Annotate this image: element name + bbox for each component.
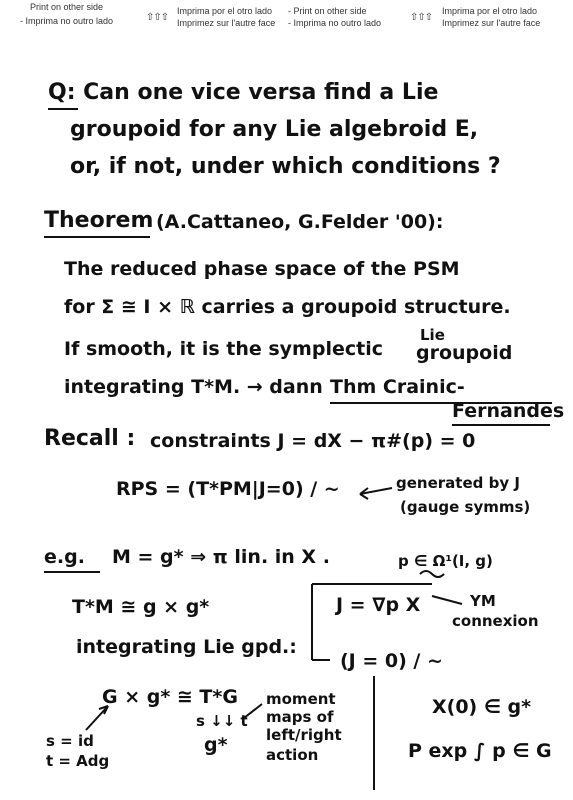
header-mid-2: Imprimez sur l'autre face: [177, 18, 276, 28]
example-connexion: connexion: [452, 612, 539, 630]
arrow-moment-icon: [244, 704, 262, 718]
header-mid2-1: - Print on other side: [288, 6, 367, 16]
example-pexp: P exp ∫ p ∈ G: [408, 740, 552, 762]
theorem-line-2: for Σ ≅ I × ℝ carries a groupoid structure.: [64, 296, 511, 318]
moment-line-2: maps of: [266, 708, 334, 726]
example-g-times: G × g* ≅ T*G: [102, 686, 238, 708]
header-right-1: Imprima por el otro lado: [442, 6, 538, 16]
example-gstar: g*: [204, 734, 228, 756]
example-label: e.g.: [44, 546, 85, 568]
example-integrating: integrating Lie gpd.:: [76, 636, 297, 658]
example-t-ad: t = Adg: [46, 752, 110, 770]
arrows-icon: ⇧⇧⇧: [146, 12, 169, 23]
header-left-1: Print on other side: [30, 2, 104, 12]
header-left-2: - Imprima no outro lado: [20, 16, 114, 26]
arrow-ym-icon: [432, 596, 462, 604]
example-p-in: p ∈ Ω¹(I, g): [398, 552, 493, 570]
example-x0: X(0) ∈ g*: [432, 696, 532, 718]
header-mid-1: Imprima por el otro lado: [177, 6, 273, 16]
theorem-line-3b: groupoid: [416, 342, 513, 364]
theorem-thm: Thm Crainic-: [330, 376, 465, 398]
theorem-line-3a: If smooth, it is the symplectic: [64, 338, 383, 360]
header-right-2: Imprimez sur l'autre face: [442, 18, 541, 28]
moment-line-4: action: [266, 746, 319, 764]
question-line-2: groupoid for any Lie algebroid E,: [70, 117, 479, 142]
theorem-lie-superscript: Lie: [420, 326, 445, 344]
theorem-label: Theorem: [44, 208, 154, 233]
theorem-line-4a: integrating T*M. → dann: [64, 376, 323, 398]
theorem-line-5: Fernandes: [452, 400, 565, 422]
example-tstar: T*M ≅ g × g*: [72, 596, 210, 618]
recall-rps: RPS = (T*PM|J=0) / ~: [116, 478, 340, 500]
moment-line-1: moment: [266, 690, 336, 708]
example-line-1: M = g* ⇒ π lin. in X .: [112, 546, 330, 568]
moment-line-3: left/right: [266, 726, 342, 744]
example-s-id: s = id: [46, 732, 94, 750]
recall-gauge: (gauge symms): [400, 498, 531, 516]
example-j0: (J = 0) / ~: [340, 650, 443, 672]
theorem-line-1: The reduced phase space of the PSM: [64, 258, 460, 280]
question-line-3: or, if not, under which conditions ?: [70, 154, 501, 179]
example-ym: YM: [470, 592, 496, 610]
example-st: s ↓↓ t: [196, 712, 248, 730]
theorem-attribution: (A.Cattaneo, G.Felder '00):: [156, 211, 444, 233]
header-mid2-2: - Imprima no outro lado: [288, 18, 382, 28]
recall-label: Recall :: [44, 426, 136, 451]
arrow-sid-icon: [86, 706, 108, 730]
question-line-1: Q: Can one vice versa find a Lie: [48, 80, 439, 105]
arrows-icon-2: ⇧⇧⇧: [410, 12, 433, 23]
example-j-eq: J = ∇p X: [336, 594, 421, 616]
recall-generated: generated by J: [396, 474, 520, 492]
tilde-icon: [420, 571, 444, 577]
recall-constraints: constraints J = dX − π#(p) = 0: [150, 430, 476, 452]
